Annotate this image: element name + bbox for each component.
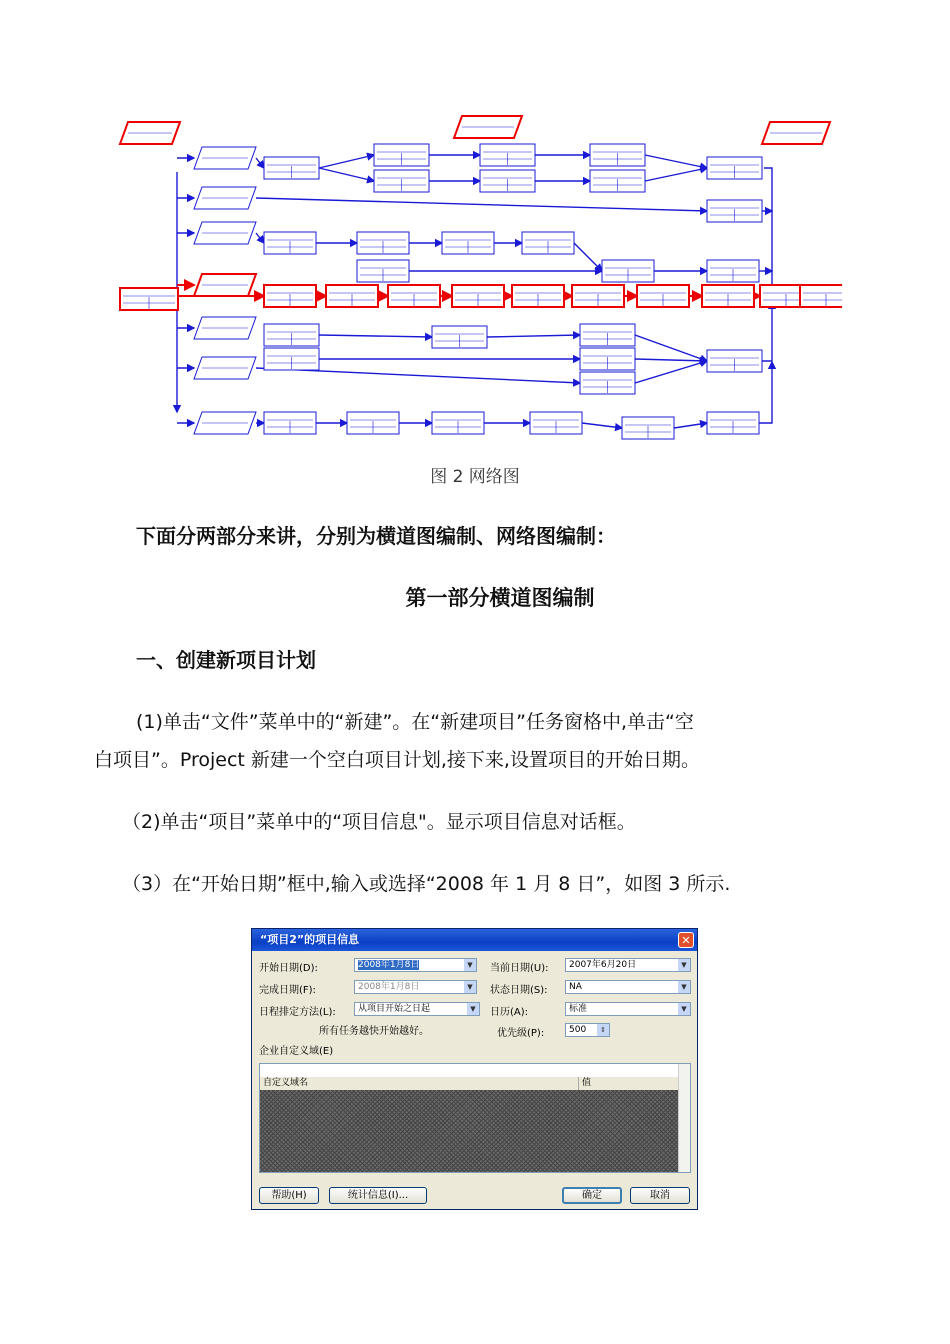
network-node xyxy=(580,348,635,370)
schedule-from-label: 日程排定方法(L): xyxy=(259,1007,336,1018)
network-arrow xyxy=(582,423,622,428)
network-parallelogram xyxy=(454,116,522,138)
network-arrow xyxy=(574,243,602,271)
network-arrow xyxy=(674,423,707,428)
network-parallelogram xyxy=(194,412,256,434)
network-node xyxy=(602,260,654,282)
schedule-from-value: 从项目开始之日起 xyxy=(358,1004,431,1014)
ok-button[interactable]: 确定 xyxy=(562,1187,622,1204)
network-parallelogram xyxy=(194,357,256,379)
chevron-down-icon[interactable]: ▼ xyxy=(678,981,690,993)
enterprise-fields-label: 企业自定义域(E) xyxy=(259,1046,334,1057)
network-node xyxy=(357,260,409,282)
col-custom-field: 自定义域名 xyxy=(263,1078,309,1088)
network-node xyxy=(480,144,535,166)
chevron-down-icon[interactable]: ▼ xyxy=(678,1003,690,1015)
part-title: 第一部分横道图编制 xyxy=(405,586,595,610)
network-arrow xyxy=(645,168,707,181)
network-node xyxy=(707,260,759,282)
network-parallelogram xyxy=(194,317,256,339)
chevron-down-icon[interactable]: ▼ xyxy=(464,981,476,993)
spin-arrows-icon[interactable]: ⇕ xyxy=(597,1024,609,1036)
step3-paragraph: （3）在“开始日期”框中,输入或选择“2008 年 1 月 8 日”，如图 3 所示. xyxy=(122,873,731,895)
current-date-label: 当前日期(U): xyxy=(490,963,549,974)
network-node xyxy=(530,412,582,434)
network-node xyxy=(264,324,319,346)
network-node xyxy=(522,232,574,254)
network-node xyxy=(707,157,762,179)
priority-value: 500 xyxy=(569,1025,587,1035)
help-button[interactable]: 帮助(H) xyxy=(259,1187,319,1204)
network-parallelogram xyxy=(194,187,256,209)
network-arrow xyxy=(645,155,707,168)
network-parallelogram xyxy=(762,122,830,144)
network-node xyxy=(572,285,624,307)
network-node xyxy=(264,157,319,179)
network-arrow xyxy=(319,168,374,181)
network-node xyxy=(480,170,535,192)
network-node xyxy=(590,144,645,166)
step2-paragraph: （2)单击“项目”菜单中的“项目信息"。显示项目信息对话框。 xyxy=(122,811,636,833)
network-node xyxy=(452,285,504,307)
priority-spinner[interactable] xyxy=(565,1023,610,1037)
network-node xyxy=(622,417,674,439)
col-value: 值 xyxy=(578,1077,591,1090)
network-node xyxy=(702,285,754,307)
network-parallelogram xyxy=(120,122,180,144)
project-info-dialog xyxy=(251,928,698,1210)
section-heading: 一、创建新项目计划 xyxy=(136,648,316,672)
network-node xyxy=(707,412,759,434)
network-node xyxy=(800,285,842,307)
grid-header xyxy=(260,1077,681,1091)
network-node xyxy=(432,412,484,434)
dialog-title: “项目2”的项目信息 xyxy=(260,933,360,946)
network-diagram-figure xyxy=(112,112,842,442)
network-arrow xyxy=(256,233,264,243)
network-node xyxy=(347,412,399,434)
network-arrow xyxy=(319,155,374,168)
network-node xyxy=(388,285,440,307)
chevron-down-icon[interactable]: ▼ xyxy=(467,1003,479,1015)
step1-line2: 白项目”。Project 新建一个空白项目计划,接下来,设置项目的开始日期。 xyxy=(94,749,700,771)
custom-fields-grid[interactable] xyxy=(259,1063,691,1173)
network-node xyxy=(264,232,316,254)
network-node xyxy=(432,326,487,348)
close-icon[interactable]: ✕ xyxy=(678,932,694,948)
network-parallelogram xyxy=(194,222,256,244)
vertical-scrollbar[interactable] xyxy=(678,1064,690,1172)
cancel-button[interactable]: 取消 xyxy=(630,1187,690,1204)
network-node xyxy=(264,348,319,370)
network-parallelogram xyxy=(194,274,256,296)
dialog-titlebar xyxy=(252,929,697,951)
finish-date-value: 2008年1月8日 xyxy=(358,982,420,992)
network-node xyxy=(374,170,429,192)
network-node xyxy=(264,412,316,434)
start-date-label: 开始日期(D): xyxy=(259,963,318,974)
status-date-value: NA xyxy=(569,982,582,992)
network-node xyxy=(120,288,178,310)
current-date-value: 2007年6月20日 xyxy=(569,960,637,970)
priority-label: 优先级(P): xyxy=(497,1028,545,1039)
grid-body xyxy=(260,1090,681,1172)
start-date-value: 2008年1月8日 xyxy=(358,960,420,970)
network-parallelogram xyxy=(194,147,256,169)
statistics-button[interactable]: 统计信息(I)... xyxy=(329,1187,427,1204)
network-node xyxy=(374,144,429,166)
network-arrow xyxy=(635,359,707,361)
chevron-down-icon[interactable]: ▼ xyxy=(678,959,690,971)
network-node xyxy=(326,285,378,307)
network-arrow xyxy=(319,335,432,337)
calendar-value: 标准 xyxy=(569,1004,588,1014)
network-arrow xyxy=(256,158,264,168)
network-node xyxy=(707,350,762,372)
network-arrow xyxy=(764,168,772,296)
network-node xyxy=(512,285,564,307)
network-node xyxy=(580,324,635,346)
intro-paragraph: 下面分两部分来讲，分别为横道图编制、网络图编制： xyxy=(136,524,616,548)
network-node xyxy=(637,285,689,307)
calendar-combo[interactable] xyxy=(565,1002,691,1016)
network-node xyxy=(707,200,762,222)
schedule-note: 所有任务越快开始越好。 xyxy=(319,1026,429,1037)
network-node xyxy=(357,232,409,254)
network-node xyxy=(580,372,635,394)
chevron-down-icon[interactable]: ▼ xyxy=(464,959,476,971)
status-date-combo[interactable] xyxy=(565,980,691,994)
schedule-from-combo[interactable] xyxy=(354,1002,480,1016)
network-arrow xyxy=(256,198,707,211)
network-node xyxy=(264,285,316,307)
current-date-combo[interactable] xyxy=(565,958,691,972)
start-date-combo[interactable] xyxy=(354,958,477,972)
calendar-label: 日历(A): xyxy=(490,1007,529,1018)
finish-date-combo[interactable] xyxy=(354,980,477,994)
network-arrow xyxy=(487,335,580,337)
step1-line1: (1)单击“文件”菜单中的“新建”。在“新建项目”任务窗格中,单击“空 xyxy=(136,711,694,733)
network-arrow xyxy=(635,335,707,361)
network-node xyxy=(442,232,494,254)
network-arrow xyxy=(762,302,772,361)
network-node xyxy=(590,170,645,192)
figure-caption: 图 2 网络图 xyxy=(430,467,520,487)
network-arrow xyxy=(635,361,707,383)
status-date-label: 状态日期(S): xyxy=(490,985,548,996)
finish-date-label: 完成日期(F): xyxy=(259,985,316,996)
